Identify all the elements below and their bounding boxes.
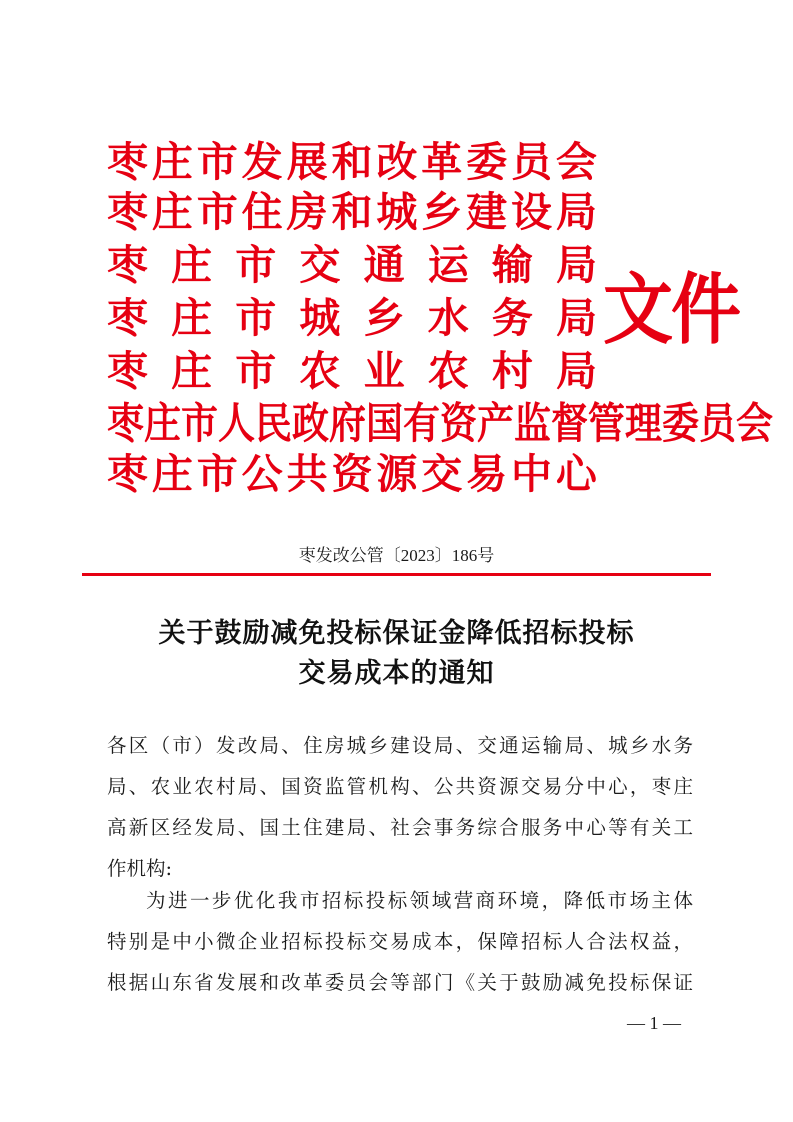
agency-char: 村 (491, 347, 533, 395)
red-divider (82, 573, 711, 576)
agency-char: 共 (286, 450, 328, 498)
agency-char: 住 (241, 188, 283, 236)
agency-char: 设 (511, 188, 553, 236)
agency-char: 发 (241, 138, 283, 186)
agency-char: 房 (286, 188, 328, 236)
agency-char: 枣 (107, 188, 148, 236)
agency-name-1 (107, 137, 597, 187)
agency-char: 员 (511, 138, 553, 186)
salutation-line: 高新区经发局、国土住建局、社会事务综合服务中心等有关工 (107, 816, 693, 839)
agency-char: 业 (363, 347, 405, 395)
agency-char: 枣 (107, 450, 148, 498)
agency-char: 建 (466, 188, 508, 236)
paragraph-line: 为进一步优化我市招标投标领域营商环境，降低市场主体 (146, 889, 693, 912)
agency-name-5 (107, 346, 597, 396)
agency-char: 庄 (171, 294, 213, 342)
agency-char: 易 (466, 450, 508, 498)
agency-char: 庄 (151, 450, 193, 498)
agency-char: 枣 (107, 347, 148, 395)
agency-char: 枣 (107, 294, 148, 342)
agency-char: 局 (555, 188, 597, 236)
agency-char: 产 (477, 397, 514, 449)
agency-char: 城 (299, 294, 341, 342)
agency-char: 乡 (363, 294, 405, 342)
salutation-line: 各区（市）发改局、住房城乡建设局、交通运输局、城乡水务 (107, 734, 693, 757)
agency-char: 改 (376, 138, 418, 186)
paragraph-line: 根据山东省发展和改革委员会等部门《关于鼓励减免投标保证 (107, 971, 693, 994)
agency-char: 水 (427, 294, 469, 342)
salutation-line: 作机构: (107, 857, 173, 880)
agency-char: 人 (218, 397, 255, 449)
agency-char: 枣 (107, 397, 144, 449)
agency-char: 市 (196, 450, 238, 498)
agency-char: 枣 (107, 138, 148, 186)
agency-char: 局 (555, 347, 597, 395)
agency-char: 市 (181, 397, 218, 449)
agency-char: 和 (331, 188, 373, 236)
agency-char: 庄 (151, 138, 193, 186)
agency-char: 和 (331, 138, 373, 186)
agency-char: 乡 (421, 188, 463, 236)
agency-char: 农 (299, 347, 341, 395)
agency-char: 国 (366, 397, 403, 449)
notice-title-line-2: 交易成本的通知 (298, 658, 495, 689)
agency-char: 交 (421, 450, 463, 498)
agency-char: 交 (299, 241, 341, 289)
agency-char: 市 (235, 347, 277, 395)
document-suffix: 文件 (603, 263, 739, 356)
agency-char: 资 (440, 397, 477, 449)
salutation-line: 局、农业农村局、国资监管机构、公共资源交易分中心，枣庄 (107, 775, 693, 798)
agency-char: 理 (625, 397, 662, 449)
agency-char: 源 (376, 450, 418, 498)
agency-name-7 (107, 449, 597, 499)
page-number: — 1 — (627, 1013, 681, 1033)
agency-char: 公 (241, 450, 283, 498)
agency-char: 资 (331, 450, 373, 498)
agency-char: 展 (286, 138, 328, 186)
agency-char: 政 (292, 397, 329, 449)
agency-char: 庄 (171, 347, 213, 395)
agency-char: 务 (491, 294, 533, 342)
agency-char: 委 (466, 138, 508, 186)
salutation (107, 725, 693, 889)
agency-char: 市 (235, 294, 277, 342)
agency-char: 有 (403, 397, 440, 449)
agency-char: 管 (588, 397, 625, 449)
agency-char: 输 (491, 241, 533, 289)
agency-char: 通 (363, 241, 405, 289)
agency-char: 督 (551, 397, 588, 449)
notice-title-line-1: 关于鼓励减免投标保证金降低招标投标 (158, 618, 635, 649)
agency-char: 革 (421, 138, 463, 186)
agency-char: 枣 (107, 241, 148, 289)
agency-char: 庄 (144, 397, 181, 449)
agency-char: 中 (511, 450, 553, 498)
agency-char: 民 (255, 397, 292, 449)
agency-name-4 (107, 293, 597, 343)
agency-char: 心 (555, 450, 597, 498)
agency-char: 庄 (171, 241, 213, 289)
agency-name-3 (107, 240, 597, 290)
agency-char: 庄 (151, 188, 193, 236)
agency-char: 农 (427, 347, 469, 395)
agency-char: 会 (555, 138, 597, 186)
agency-name-2 (107, 187, 597, 237)
agency-char: 员 (699, 397, 736, 449)
agency-name-6 (107, 394, 773, 452)
agency-char: 市 (196, 138, 238, 186)
paragraph-1 (107, 880, 693, 1003)
agency-char: 运 (427, 241, 469, 289)
agency-char: 局 (555, 241, 597, 289)
paragraph-line: 特别是中小微企业招标投标交易成本，保障招标人合法权益， (107, 930, 693, 953)
agency-char: 监 (514, 397, 551, 449)
agency-char: 市 (235, 241, 277, 289)
agency-char: 城 (376, 188, 418, 236)
agency-char: 局 (555, 294, 597, 342)
agency-char: 市 (196, 188, 238, 236)
document-number: 枣发改公管〔2023〕186号 (298, 546, 495, 565)
agency-char: 府 (329, 397, 366, 449)
agency-char: 委 (662, 397, 699, 449)
agency-char: 会 (736, 397, 773, 449)
